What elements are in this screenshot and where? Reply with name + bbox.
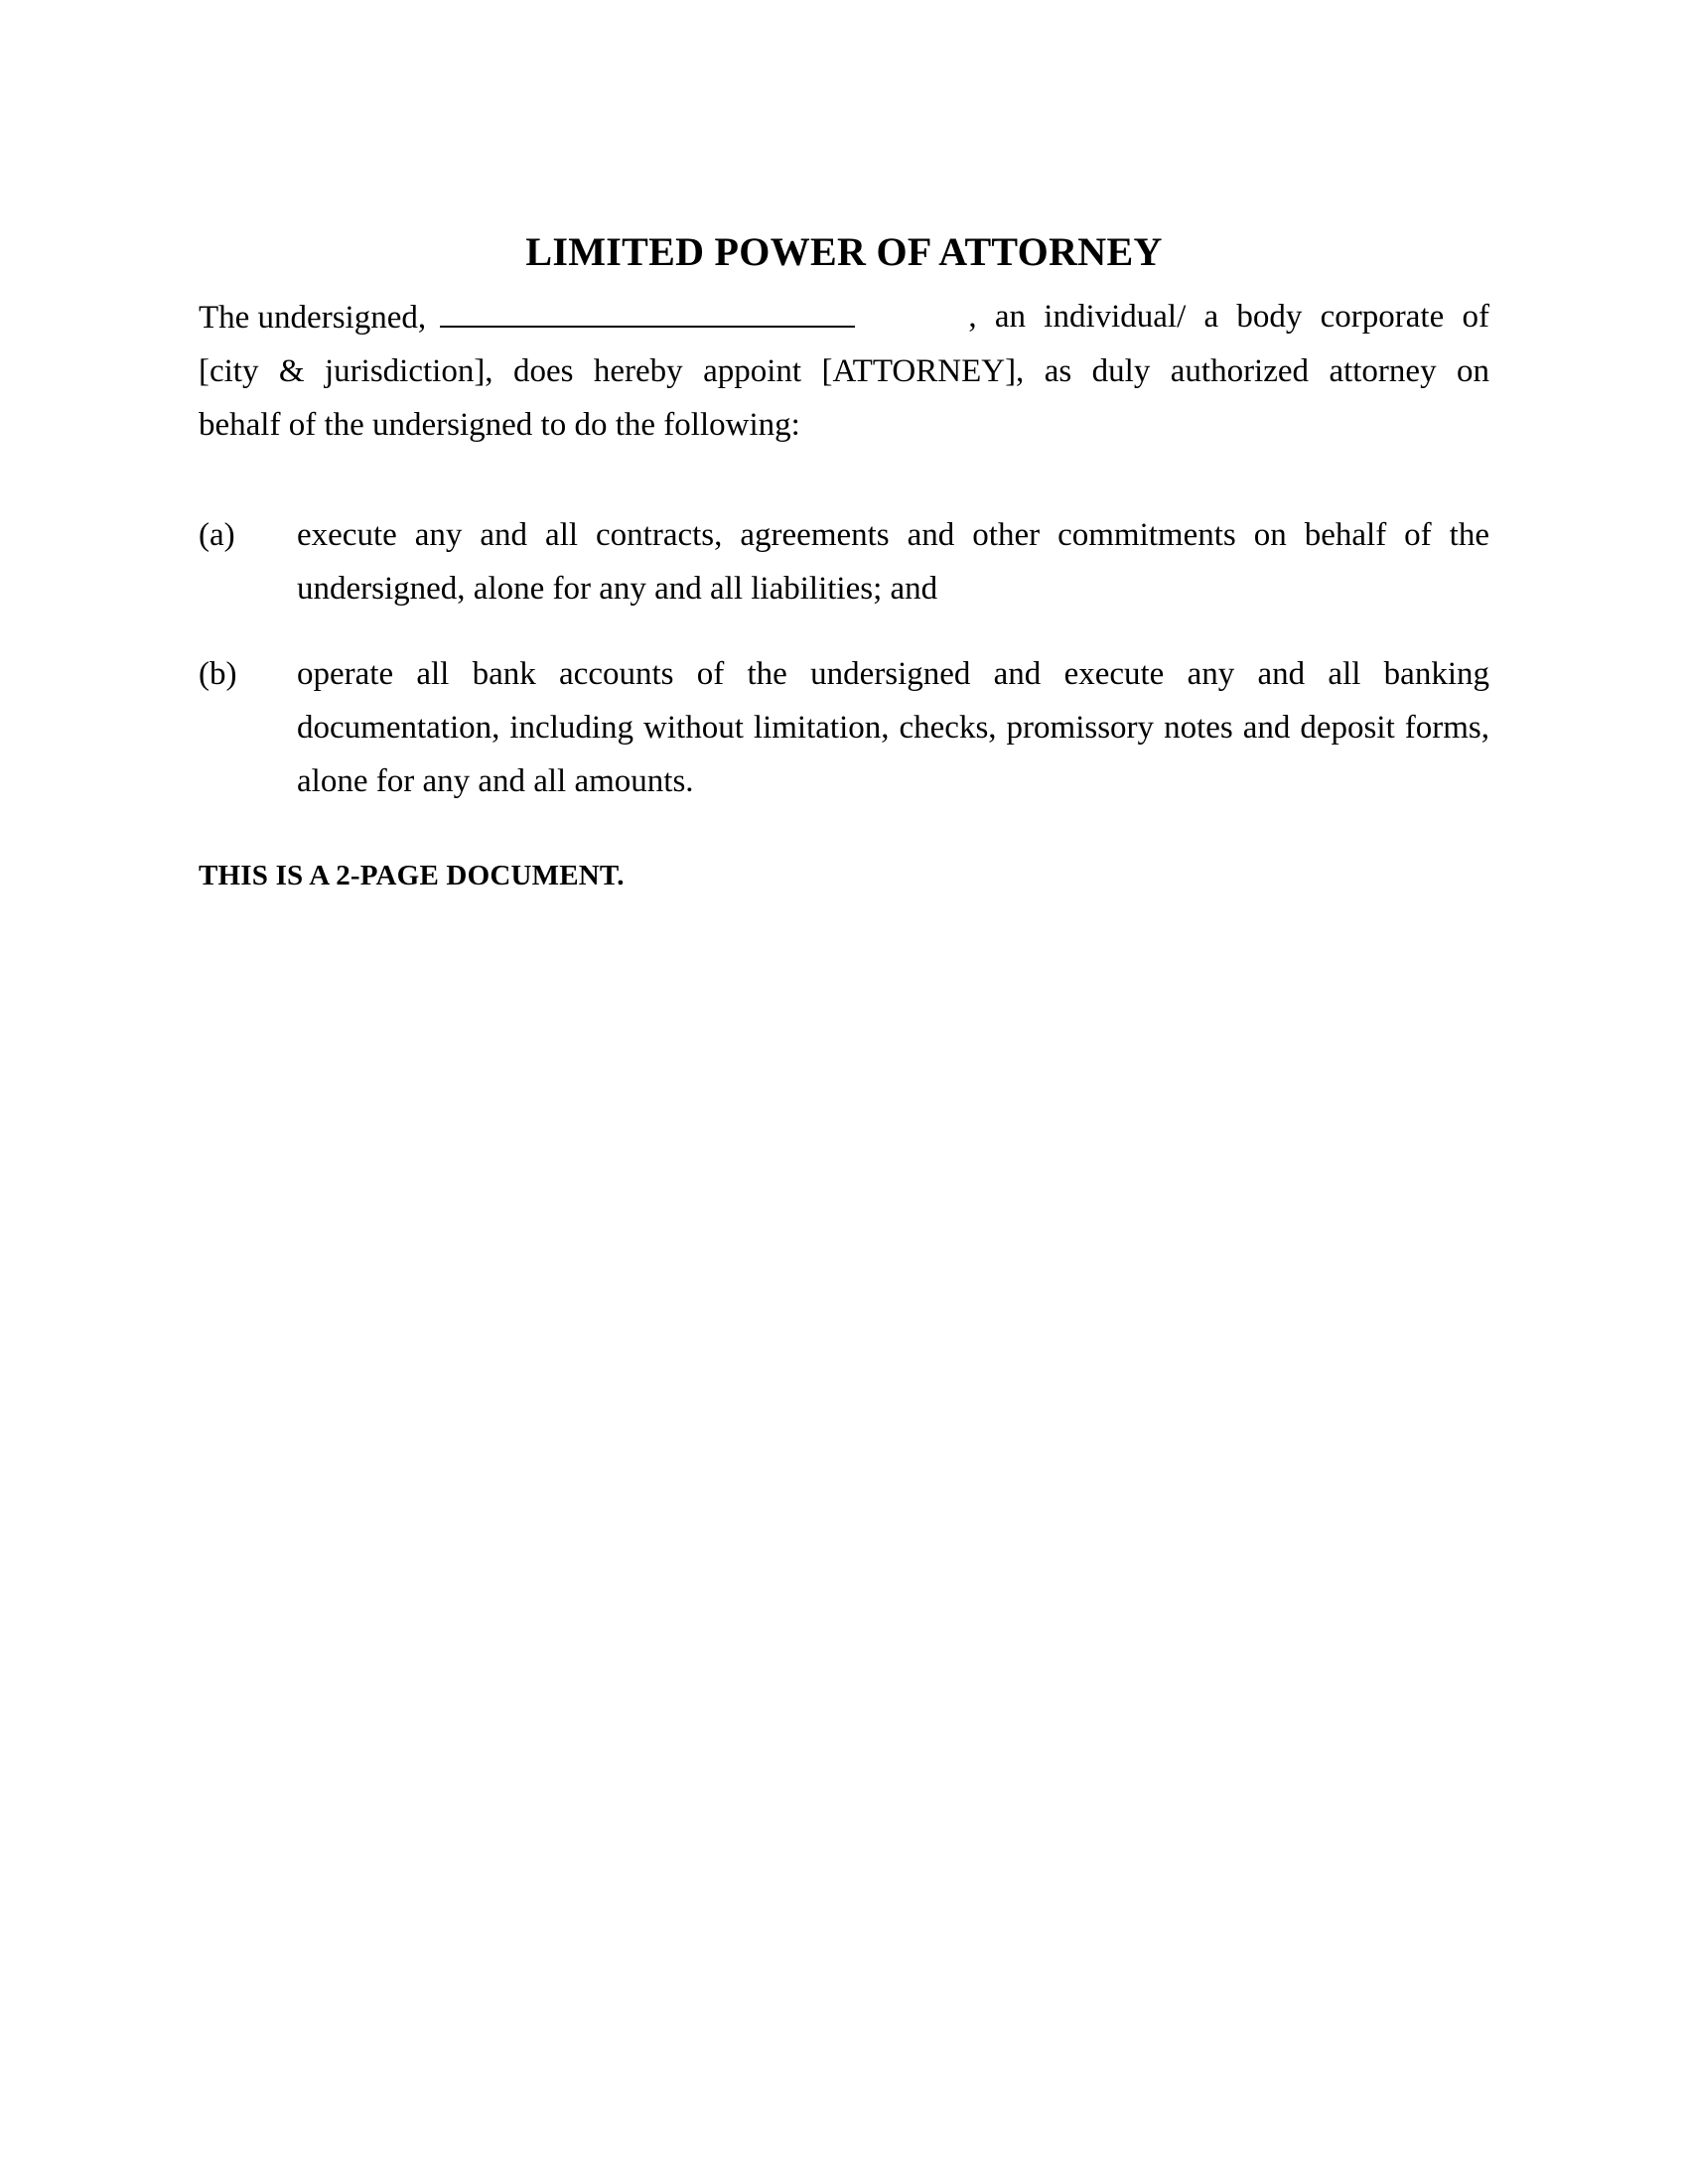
- name-blank-line[interactable]: [440, 290, 855, 328]
- intro-paragraph: [199, 290, 1489, 452]
- list-item-text: execute any and all contracts, agreements and other commitments on behalf of the undersigned, alone for any and all liabilities; and: [297, 517, 1489, 607]
- document-title: LIMITED POWER OF ATTORNEY: [525, 229, 1163, 274]
- intro-line-2: [city & jurisdiction], does hereby appoint [ATTORNEY], as duly authorized attorney on: [199, 353, 1489, 389]
- list-item-label: (a): [199, 517, 235, 553]
- intro-line-3: behalf of the undersigned to do the following:: [199, 407, 800, 443]
- list-item-text: operate all bank accounts of the undersigned and execute any and all banking documentation, including without limitation, checks, promissory notes and deposit forms, alone for any and all amounts.: [297, 656, 1489, 799]
- list-item-label: (b): [199, 656, 237, 692]
- intro-suffix-line1: , an individual/ a body corporate of: [968, 299, 1489, 335]
- page-count-notice: THIS IS A 2-PAGE DOCUMENT.: [199, 860, 625, 891]
- intro-line-1: [199, 290, 1489, 344]
- intro-first-segment: [199, 290, 855, 344]
- intro-prefix: The undersigned,: [199, 300, 427, 336]
